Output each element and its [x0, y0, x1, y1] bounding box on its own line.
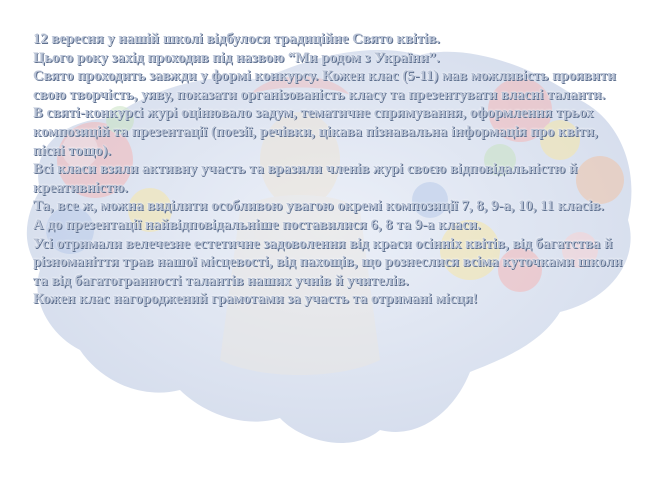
paragraph: Кожен клас нагороджений грамотами за участь та отримані місця!	[33, 291, 478, 308]
paragraph: А до презентації найвідповідальніше поставилися 6, 8 та 9-а класи.	[33, 216, 481, 233]
paragraph: 12 вересня у нашій школі відбулося традиційне Свято квітів.	[33, 31, 440, 47]
paragraph: Усі отримали велечезне естетичне задоволення від краси осінніх квітів, від багатства й різноманіття трав нашої місцевості, від пахощів, що рознеслися всіма куточками школи та від багатогранності талантів наших учнів й учителів.	[33, 235, 623, 289]
paragraph: В святі-конкурсі журі оцінювало задум, тематичне спрямування, оформлення трьох композицій та презентації (поезії, речівки, цікава пізнавальна інформація про квіти, пісні тощо).	[33, 105, 598, 159]
paragraph: Всі класи взяли активну участь та вразили членів журі своєю відповідальністю й креативністю.	[33, 161, 578, 196]
announcement-text	[33, 30, 633, 309]
paragraph: Та, все ж, можна виділити особливою увагою окремі композиції 7, 8, 9-а, 10, 11 класів.	[33, 198, 604, 215]
paragraph: Свято проходить завжди у формі конкурсу. Кожен клас (5-11) мав можливість проявити свою творчість, уяву, показати організованість класу та презентувати власні таланти.	[33, 68, 616, 103]
paragraph: Цього року захід проходив під назвою “Ми родом з України”.	[33, 49, 440, 66]
